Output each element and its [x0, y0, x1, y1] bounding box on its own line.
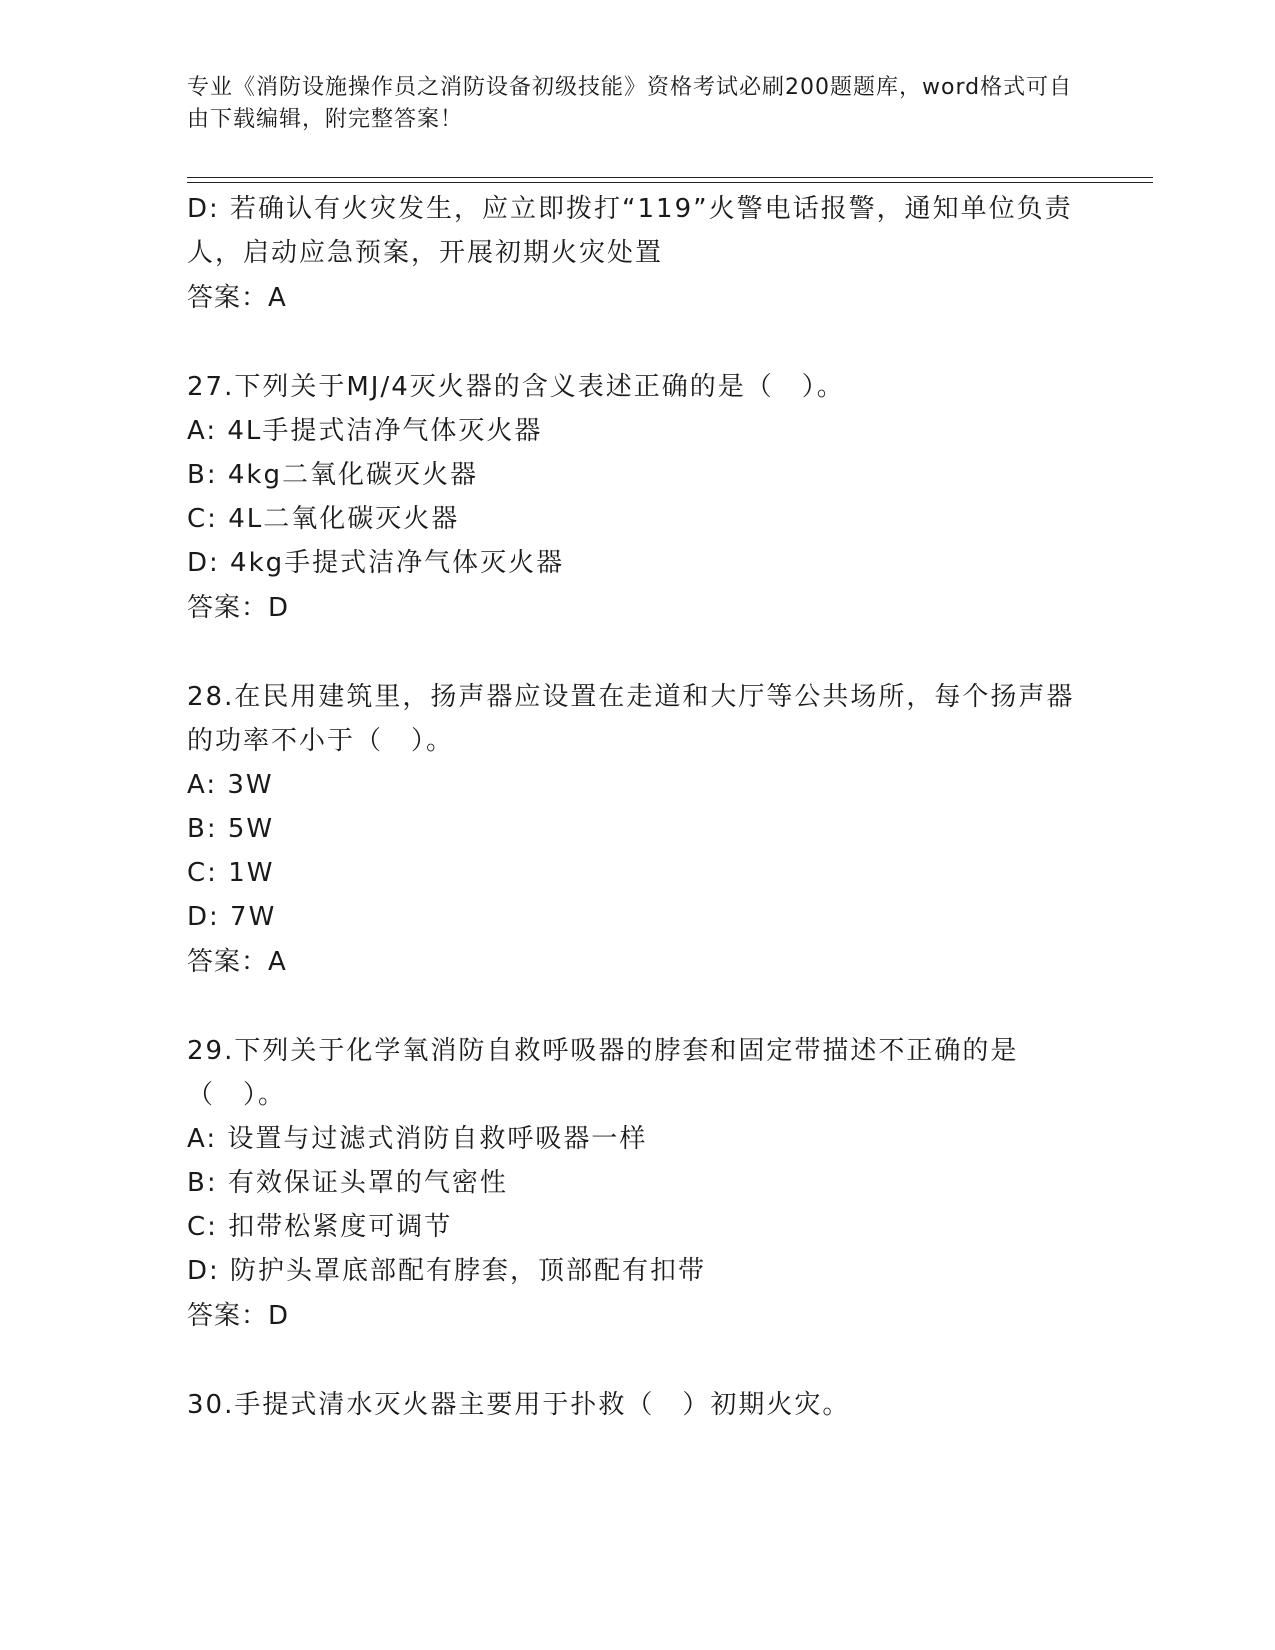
- prev-question-option-d: [187, 187, 1077, 275]
- question-30-stem: 30.手提式清水灭火器主要用于扑救（ ）初期火灾。: [187, 1390, 851, 1420]
- option-text: 若确认有火灾发生，应立即拨打“119”火警电话报警，通知单位负责人，启动应急预案，开展初期火灾处置: [187, 194, 1073, 268]
- question-29-answer: 答案：D: [187, 1301, 290, 1331]
- option-text: 4L二氧化碳灭火器: [228, 504, 460, 534]
- question-29-option-d: [187, 1249, 1077, 1293]
- spacer: [187, 321, 1077, 365]
- spacer: [187, 985, 1077, 1029]
- question-28-option-d: [187, 895, 1077, 939]
- option-text: 有效保证头罩的气密性: [227, 1168, 508, 1198]
- option-key: D:: [187, 194, 220, 224]
- question-28-stem: 28.在民用建筑里，扬声器应设置在走道和大厅等公共场所，每个扬声器的功率不小于（ ）。: [187, 682, 1075, 756]
- question-27-option-a: [187, 409, 1077, 453]
- option-text: 7W: [230, 902, 277, 932]
- question-27-option-b: [187, 453, 1077, 497]
- option-key: C:: [187, 504, 218, 534]
- option-text: 4kg手提式洁净气体灭火器: [230, 548, 565, 578]
- option-key: B:: [187, 814, 218, 844]
- option-key: D:: [187, 548, 220, 578]
- question-content: [187, 187, 1077, 1427]
- header-divider-bottom: [187, 182, 1153, 183]
- question-28-answer: 答案：A: [187, 947, 287, 977]
- prev-question-answer: 答案：A: [187, 283, 287, 313]
- option-key: D:: [187, 1256, 220, 1286]
- question-27-stem: 27.下列关于MJ/4灭火器的含义表述正确的是（ ）。: [187, 372, 845, 402]
- option-text: 1W: [228, 858, 275, 888]
- option-text: 扣带松紧度可调节: [228, 1212, 453, 1242]
- option-text: 3W: [227, 770, 274, 800]
- question-27-option-d: [187, 541, 1077, 585]
- option-key: B:: [187, 460, 218, 490]
- option-text: 4L手提式洁净气体灭火器: [227, 416, 543, 446]
- option-key: C:: [187, 858, 218, 888]
- option-key: D:: [187, 902, 220, 932]
- option-text: 设置与过滤式消防自救呼吸器一样: [227, 1124, 648, 1154]
- question-29-option-a: [187, 1117, 1077, 1161]
- question-27-answer: 答案：D: [187, 593, 290, 623]
- question-29-option-c: [187, 1205, 1077, 1249]
- spacer: [187, 631, 1077, 675]
- option-text: 5W: [227, 814, 275, 844]
- spacer: [187, 1339, 1077, 1383]
- question-29-option-b: [187, 1161, 1077, 1205]
- question-28-option-c: [187, 851, 1077, 895]
- document-header: 专业《消防设施操作员之消防设备初级技能》资格考试必刷200题题库，word格式可自由下载编辑，附完整答案！: [187, 75, 1073, 132]
- question-29-stem: 29.下列关于化学氧消防自救呼吸器的脖套和固定带描述不正确的是（ ）。: [187, 1036, 1019, 1110]
- option-text: 防护头罩底部配有脖套，顶部配有扣带: [230, 1256, 707, 1286]
- option-key: C:: [187, 1212, 218, 1242]
- option-key: B:: [187, 1168, 218, 1198]
- option-key: A:: [187, 770, 218, 800]
- option-key: A:: [187, 1124, 218, 1154]
- option-key: A:: [187, 416, 218, 446]
- question-28-option-a: [187, 763, 1077, 807]
- option-text: 4kg二氧化碳灭火器: [227, 460, 478, 490]
- question-28-option-b: [187, 807, 1077, 851]
- header-divider-top: [187, 177, 1153, 178]
- question-27-option-c: [187, 497, 1077, 541]
